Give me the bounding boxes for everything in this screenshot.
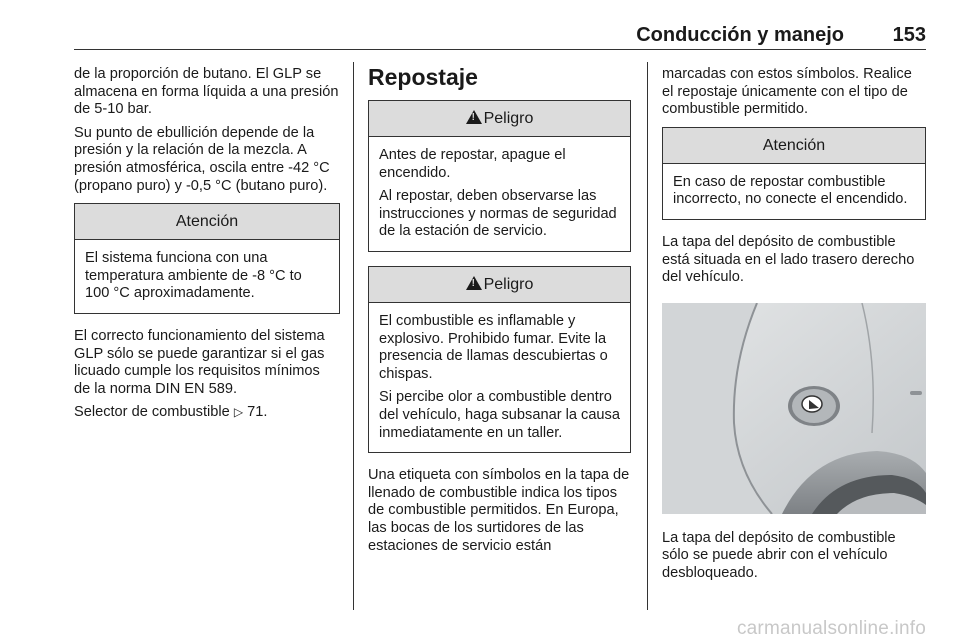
paragraph: de la proporción de butano. El GLP se almacena en forma líquida a una presión de 5-10 bar.: [74, 66, 339, 118]
notice-box: [662, 127, 926, 220]
column-right: [662, 66, 926, 589]
danger-text: Si percibe olor a combustible dentro del vehículo, haga subsanar la causa inmediatamente en un taller.: [379, 389, 620, 441]
reference-page: 71.: [247, 404, 268, 421]
warning-triangle-icon: [466, 110, 482, 124]
danger-text: Antes de repostar, apague el encendido.: [379, 147, 566, 181]
paragraph: El correcto funcionamiento del sistema GLP sólo se puede garantizar si el gas licuado cumple los requisitos mínimos de la norma DIN EN 589.: [74, 327, 325, 397]
danger-title: Peligro: [483, 275, 534, 293]
column-left: [74, 66, 340, 428]
page-number: 153: [892, 24, 926, 46]
column-divider: [353, 62, 354, 610]
watermark: carmanualsonline.info: [736, 618, 926, 639]
paragraph: La tapa del depósito de combustible está situada en el lado trasero derecho del vehículo.: [662, 233, 915, 286]
notice-title: Atención: [75, 204, 339, 240]
paragraph: La tapa del depósito de combustible sólo se puede abrir con el vehículo desbloqueado.: [662, 529, 896, 581]
danger-box: [368, 266, 631, 453]
cross-reference: [74, 404, 340, 422]
notice-title: Atención: [663, 128, 925, 164]
car-rear-illustration: [662, 303, 926, 514]
notice-box: [74, 203, 340, 314]
chapter-title: Conducción y manejo: [636, 24, 844, 46]
section-title: Repostaje: [368, 64, 478, 90]
danger-header: [369, 267, 630, 303]
danger-box: [368, 100, 631, 252]
column-middle: [368, 66, 631, 561]
warning-triangle-icon: [466, 276, 482, 290]
danger-header: [369, 101, 630, 137]
reference-label: Selector de combustible: [74, 404, 230, 421]
column-divider: [647, 62, 648, 610]
danger-text: Al repostar, deben observarse las instrucciones y normas de seguridad de la estación de servicio.: [379, 188, 617, 240]
reference-arrow-icon: ▷: [233, 405, 244, 420]
danger-title: Peligro: [483, 110, 534, 127]
paragraph: Su punto de ebullición depende de la presión y la relación de la mezcla. A presión atmosférica, oscila entre -42 °C (propano puro) y -0,5 °C (butano puro).: [74, 124, 330, 194]
notice-text: En caso de repostar combustible incorrecto, no conecte el encendido.: [673, 173, 908, 208]
danger-text: El combustible es inflamable y explosivo. Prohibido fumar. Evite la presencia de llamas descubiertas o chispas.: [379, 312, 608, 382]
notice-text: El sistema funciona con una temperatura ambiente de -8 °C to 100 °C aproximadamente.: [85, 250, 302, 302]
page-header: [74, 22, 926, 50]
fuel-filler-flap-photo: [662, 303, 926, 514]
paragraph: marcadas con estos símbolos. Realice el repostaje únicamente con el tipo de combustible permitido.: [662, 66, 912, 118]
paragraph: Una etiqueta con símbolos en la tapa de llenado de combustible indica los tipos de combustible permitidos. En Europa, las bocas de los surtidores de las estaciones de servicio están: [368, 467, 630, 554]
